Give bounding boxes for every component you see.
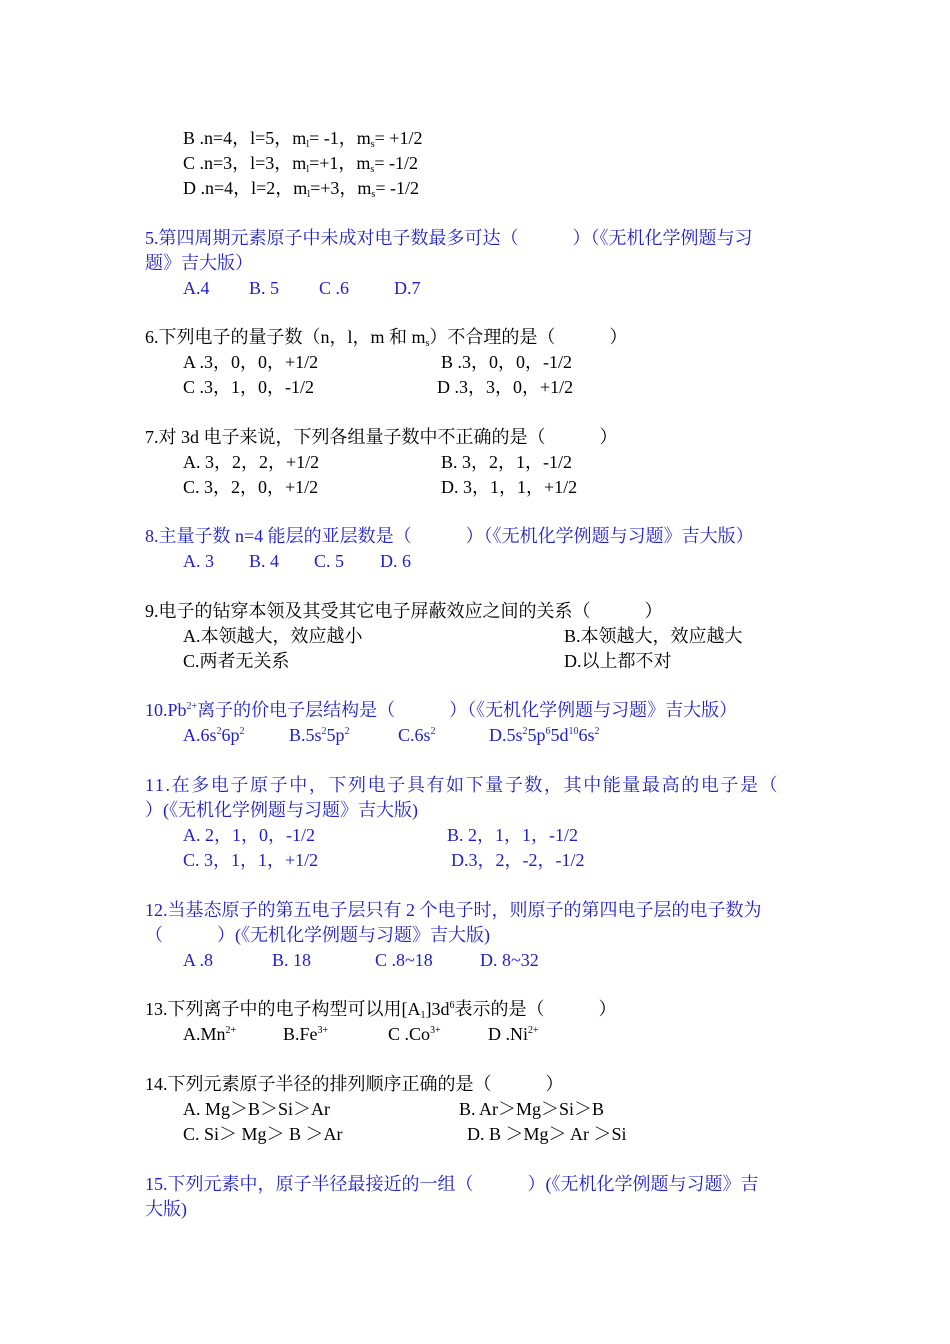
q11-option-d: D.3，2，-2，-1/2 bbox=[451, 850, 585, 870]
q4-option-b: B .n=4，l=5，$m_l= -1$，$m_s= +1/2$ bbox=[183, 128, 423, 150]
q9-option-c: C.两者无关系 bbox=[183, 651, 290, 671]
q12-option-c: C .8~18 bbox=[375, 950, 433, 970]
q9-option-d: D.以上都不对 bbox=[564, 651, 672, 671]
q6-stem: 6.下列电子的量子数（n，l，m 和 $m_s$）不合理的是（ ） bbox=[145, 327, 628, 349]
q6-option-d: D .3，3，0，+1/2 bbox=[437, 377, 574, 397]
q12-option-a: A .8 bbox=[183, 950, 214, 970]
q10-option-a: $A.6s^26p^2$ bbox=[183, 725, 245, 745]
q4-option-c: C .n=3，l=3，$m_l=+1$，$m_s= -1/2$ bbox=[183, 153, 418, 175]
q14-option-c: C. Si＞ Mg＞ B ＞Ar bbox=[183, 1124, 343, 1144]
q6-option-c: C .3，1，0，-1/2 bbox=[183, 377, 315, 397]
q14-option-b: B. Ar＞Mg＞Si＞B bbox=[459, 1099, 605, 1119]
q11-stem-line1: 11.在多电子原子中，下列电子具有如下量子数，其中能量最高的电子是（ bbox=[145, 775, 780, 795]
q15-stem-line2: 大版) bbox=[145, 1199, 187, 1219]
q11-option-a: A. 2，1，0，-1/2 bbox=[183, 825, 315, 845]
q11-option-c: C. 3，1，1，+1/2 bbox=[183, 850, 319, 870]
q10-option-b: $B.5s^25p^2$ bbox=[289, 725, 350, 745]
q13-stem: 13.下列离子中的电子构型可以用$[A_1]3d^6$表示的是（ ） bbox=[145, 999, 617, 1021]
q8-option-d: D. 6 bbox=[380, 551, 411, 571]
q8-option-a: A. 3 bbox=[183, 551, 214, 571]
q7-option-d: D. 3，1，1，+1/2 bbox=[441, 477, 578, 497]
q14-option-d: D. B ＞Mg＞ Ar ＞Si bbox=[467, 1124, 627, 1144]
q7-stem: 7.对 3d 电子来说，下列各组量子数中不正确的是（ ） bbox=[145, 427, 618, 447]
q5-option-b: B. 5 bbox=[249, 278, 280, 298]
q11-option-b: B. 2，1，1，-1/2 bbox=[447, 825, 579, 845]
q5-option-d: D.7 bbox=[394, 278, 421, 298]
q10-stem: $10.Pb^{2+}$离子的价电子层结构是（ ）（《无机化学例题与习题》吉大版） bbox=[145, 700, 738, 720]
q12-stem-line2: （ ）(《无机化学例题与习题》吉大版) bbox=[145, 925, 490, 945]
q9-option-b: B.本领越大，效应越大 bbox=[564, 626, 743, 646]
q14-option-a: A. Mg＞B＞Si＞Ar bbox=[183, 1099, 331, 1119]
q15-stem-line1: 15.下列元素中，原子半径最接近的一组（ ）(《无机化学例题与习题》吉 bbox=[145, 1174, 759, 1194]
q12-option-b: B. 18 bbox=[272, 950, 312, 970]
q12-option-d: D. 8~32 bbox=[480, 950, 539, 970]
q11-stem-line2: ）(《无机化学例题与习题》吉大版) bbox=[145, 800, 418, 820]
q5-option-a: A.4 bbox=[183, 278, 210, 298]
q6-option-a: A .3，0，0，+1/2 bbox=[183, 352, 319, 372]
q7-option-b: B. 3，2，1，-1/2 bbox=[441, 452, 573, 472]
q7-option-a: A. 3，2，2，+1/2 bbox=[183, 452, 320, 472]
q6-option-b: B .3，0，0，-1/2 bbox=[441, 352, 573, 372]
q5-stem-line2: 题》吉大版） bbox=[145, 253, 253, 273]
q10-option-d: $D.5s^25p^65d^{10}6s^2$ bbox=[489, 725, 600, 745]
q12-stem-line1: 12.当基态原子的第五电子层只有 2 个电子时，则原子的第四电子层的电子数为 bbox=[145, 900, 762, 920]
q13-option-b: $B.Fe^{3+}$ bbox=[283, 1024, 329, 1044]
q9-stem: 9.电子的钻穿本领及其受其它电子屏蔽效应之间的关系（ ） bbox=[145, 601, 663, 621]
q9-option-a: A.本领越大，效应越小 bbox=[183, 626, 363, 646]
q14-stem: 14.下列元素原子半径的排列顺序正确的是（ ） bbox=[145, 1074, 564, 1094]
q5-stem-line1: 5.第四周期元素原子中未成对电子数最多可达（ ）（《无机化学例题与习 bbox=[145, 228, 753, 248]
q13-option-a: $A.Mn^{2+}$ bbox=[183, 1024, 237, 1044]
q5-option-c: C .6 bbox=[319, 278, 350, 298]
q10-option-c: $C.6s^2$ bbox=[398, 725, 436, 745]
q13-option-d: D $.Ni^{2+}$ bbox=[488, 1024, 539, 1044]
q8-option-b: B. 4 bbox=[249, 551, 280, 571]
q8-stem: 8.主量子数 n=4 能层的亚层数是（ ）（《无机化学例题与习题》吉大版） bbox=[145, 526, 754, 546]
q7-option-c: C. 3，2，0，+1/2 bbox=[183, 477, 319, 497]
q8-option-c: C. 5 bbox=[314, 551, 345, 571]
q4-option-d: D .n=4，l=2，$m_l=+3$，$m_s= -1/2$ bbox=[183, 178, 419, 200]
q13-option-c: C $.Co^{3+}$ bbox=[388, 1024, 441, 1044]
